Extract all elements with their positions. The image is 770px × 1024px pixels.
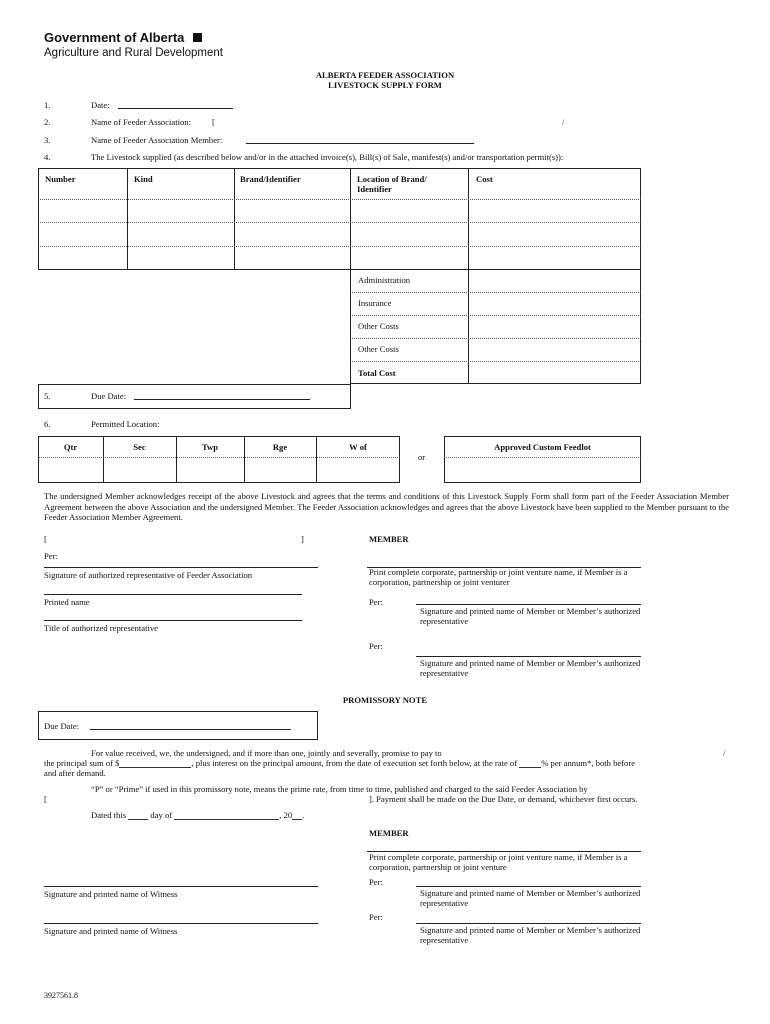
date-label: Date:: [91, 100, 110, 110]
month-field[interactable]: [174, 810, 279, 820]
promissory-due-date-label: Due Date:: [44, 721, 80, 731]
close-bracket: ]: [301, 534, 304, 544]
per-label: Per:: [369, 877, 383, 887]
member-name-label: Name of Feeder Association Member:: [91, 135, 223, 145]
per-label: Per:: [44, 551, 58, 561]
year-prefix-text: , 20: [279, 810, 293, 820]
open-bracket: [: [44, 794, 47, 804]
per-label: Per:: [369, 597, 383, 607]
table-row-divider: [38, 246, 641, 247]
department-name: Agriculture and Rural Development: [44, 47, 223, 59]
table-row-divider: [350, 315, 641, 316]
due-date-label: Due Date:: [91, 391, 127, 401]
item-number: 4.: [44, 152, 51, 162]
member-signature-caption: Signature and printed name of Member or Member’s authorized representative: [420, 658, 641, 678]
column-header-qtr: Qtr: [63, 442, 78, 452]
column-header-sec: Sec: [133, 442, 146, 452]
payment-terms-text: ]. Payment shall be made on the Due Date, or demand, whichever first occurs.: [369, 794, 638, 804]
member-signature-caption: Signature and printed name of Member or Member’s authorized representative: [420, 925, 641, 945]
member-signature-caption: Signature and printed name of Member or Member’s authorized representative: [420, 888, 641, 908]
open-bracket: [: [212, 117, 215, 127]
table-row-divider: [38, 222, 641, 223]
member-signature-field[interactable]: [416, 604, 641, 605]
due-date-box: [38, 384, 351, 409]
logo-square-icon: [193, 33, 202, 42]
form-title-line1: ALBERTA FEEDER ASSOCIATION: [315, 70, 455, 80]
table-row-divider: [350, 338, 641, 339]
column-header-twp: Twp: [201, 442, 219, 452]
promissory-note-heading: PROMISSORY NOTE: [342, 695, 428, 705]
interest-text: , plus interest on the principal amount, from the date of execution set forth below, at the rate of: [191, 758, 518, 768]
promissory-due-date-field[interactable]: [90, 729, 291, 730]
per-label: Per:: [369, 641, 383, 651]
table-divider: [234, 168, 235, 270]
principal-line: [44, 758, 635, 768]
year-field[interactable]: [292, 810, 305, 820]
column-header-kind: Kind: [134, 174, 153, 184]
column-header-feedlot: Approved Custom Feedlot: [494, 442, 591, 452]
item-number: 6.: [44, 419, 51, 429]
prime-definition-text: “P” or “Prime” if used in this promissory note, means the prime rate, from time to time, published and charged to the said Feeder Association by: [91, 784, 588, 794]
witness-caption: Signature and printed name of Witness: [44, 926, 178, 936]
item-number: 2.: [44, 117, 51, 127]
member-signature-field[interactable]: [416, 923, 641, 924]
principal-text: the principal sum of $: [44, 758, 120, 768]
witness-signature-field[interactable]: [44, 923, 318, 924]
table-divider: [127, 168, 128, 270]
member-name-field[interactable]: [246, 143, 474, 144]
lender-name-field[interactable]: [50, 790, 368, 803]
witness-caption: Signature and printed name of Witness: [44, 889, 178, 899]
cost-row-label: Administration: [358, 275, 411, 285]
table-row-divider: [350, 292, 641, 293]
dated-text: Dated this: [91, 810, 127, 820]
printed-name-caption: Printed name: [44, 597, 90, 607]
promise-text: For value received, we, the undersigned, and if more than one, jointly and severally, promise to pay to: [91, 748, 442, 758]
cost-row-label: Other Costs: [358, 321, 399, 331]
interest-rate-field[interactable]: [519, 758, 541, 768]
column-header-number: Number: [45, 174, 76, 184]
title-caption: Title of authorized representative: [44, 623, 158, 633]
member-heading: MEMBER: [369, 828, 409, 838]
table-divider: [350, 168, 351, 270]
table-divider: [468, 168, 469, 270]
column-header-cost: Cost: [476, 174, 493, 184]
signature-caption: Signature of authorized representative of Feeder Association: [44, 570, 253, 580]
document-number: 3927561.8: [44, 991, 78, 1000]
item-number: 3.: [44, 135, 51, 145]
table-row-divider: [38, 199, 641, 200]
member-signature-field[interactable]: [416, 656, 641, 657]
column-header-rge: Rge: [272, 442, 288, 452]
day-field[interactable]: [128, 810, 148, 820]
column-header-w-of: W of: [349, 442, 367, 452]
feeder-association-label: Name of Feeder Association:: [91, 117, 191, 127]
promissory-due-date-box: [38, 711, 318, 740]
member-signature-caption: Signature and printed name of Member or Member’s authorized representative: [420, 606, 641, 626]
demand-text: and after demand.: [44, 768, 106, 778]
or-text: or: [418, 452, 426, 462]
member-signature-field[interactable]: [416, 886, 641, 887]
livestock-table: [38, 168, 641, 270]
form-title-line2: LIVESTOCK SUPPLY FORM: [328, 80, 442, 90]
column-header-brand: Brand/Identifier: [240, 174, 301, 184]
member-heading: MEMBER: [369, 534, 409, 544]
date-field[interactable]: [118, 108, 233, 109]
day-of-text: day of: [150, 810, 173, 820]
acknowledgement-paragraph: The undersigned Member acknowledges receipt of the above Livestock and agrees that the terms and conditions of this Livestock Supply Form shall form part of the Feeder Association Member Agreement between the above Association and the undersigned Member. The Feeder Association acknowledges and agrees that the above Livestock have been supplied to the Member pursuant to the Feeder Association Member Agreement.: [44, 491, 729, 522]
association-name-field[interactable]: [52, 529, 300, 543]
table-divider: [468, 269, 469, 384]
cost-row-label: Insurance: [358, 298, 392, 308]
member-name-caption: Print complete corporate, partnership or joint venture name, if Member is a corporation, partnership or joint venturer: [369, 567, 628, 587]
witness-signature-field[interactable]: [44, 886, 318, 887]
livestock-description-label: The Livestock supplied (as described below and/or in the attached invoice(s), Bill(s) of Sale, manifest(s) and/or transportation permit(s)):: [91, 152, 564, 162]
feeder-association-field[interactable]: [220, 112, 560, 126]
per-label: Per:: [369, 912, 383, 922]
period-text: .: [302, 810, 305, 820]
slash-mark: /: [562, 117, 565, 127]
cost-row-label: Other Costs: [358, 344, 399, 354]
open-bracket: [: [44, 534, 47, 544]
permitted-location-label: Permitted Location:: [91, 419, 160, 429]
item-number: 5.: [44, 391, 51, 401]
dated-line: [91, 810, 304, 820]
table-row-divider: [444, 457, 641, 458]
due-date-field[interactable]: [134, 399, 310, 400]
association-signature-field[interactable]: [44, 567, 318, 568]
cost-row-label: Total Cost: [358, 368, 396, 378]
member-name-caption: Print complete corporate, partnership or joint venture name, if Member is a corporation, partnership or joint venture: [369, 852, 628, 872]
title-field[interactable]: [44, 620, 302, 621]
printed-name-field[interactable]: [44, 594, 302, 595]
org-name: Government of Alberta: [44, 30, 202, 45]
item-number: 1.: [44, 100, 51, 110]
table-row-divider: [38, 457, 400, 458]
slash-mark: /: [723, 748, 726, 758]
column-header-brand-location: Location of Brand/ Identifier: [357, 174, 427, 194]
per-annum-text: % per annum*, both before: [541, 758, 636, 768]
principal-amount-field[interactable]: [119, 758, 191, 768]
table-row-divider: [350, 361, 641, 362]
